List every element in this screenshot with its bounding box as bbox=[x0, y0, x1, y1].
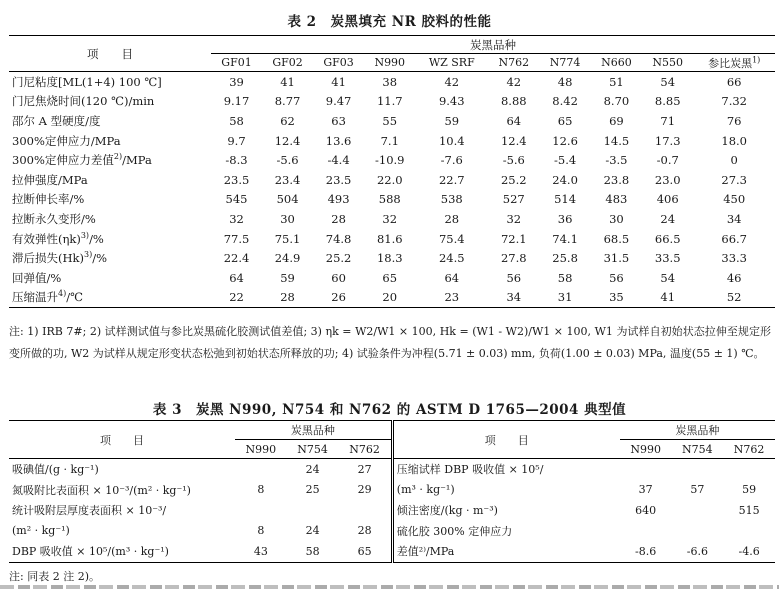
table-cell: 18.3 bbox=[376, 251, 403, 266]
table-row bbox=[9, 72, 775, 92]
table-cell: 66.7 bbox=[721, 231, 747, 246]
row-label-left: DBP 吸收值 × 10⁵/(m³ · kg⁻¹) bbox=[9, 541, 235, 562]
table-cell: 515 bbox=[738, 503, 760, 517]
row-label bbox=[9, 92, 211, 112]
row-label-text: 300%定伸应力差值 bbox=[12, 153, 114, 168]
table-cell: 59 bbox=[280, 270, 295, 285]
table-cell: 52 bbox=[693, 288, 775, 308]
row-label bbox=[9, 268, 211, 288]
table-cell: 72.1 bbox=[500, 231, 527, 246]
table-cell: 12.4 bbox=[500, 133, 527, 148]
table2-note bbox=[9, 321, 771, 365]
table-cell: -6.6 bbox=[672, 541, 724, 562]
row-label-unit: /℃ bbox=[66, 290, 83, 305]
table-cell: 34 bbox=[726, 211, 742, 226]
table-cell: 33.5 bbox=[654, 251, 681, 266]
table-cell: 23 bbox=[415, 288, 488, 308]
table-cell: 33.3 bbox=[721, 251, 747, 266]
column-label: GF03 bbox=[323, 56, 354, 69]
table-cell: 75.1 bbox=[274, 231, 301, 246]
table-cell: 39 bbox=[229, 74, 244, 89]
table3 bbox=[9, 420, 775, 563]
table-row bbox=[9, 541, 775, 562]
table-cell: 46 bbox=[726, 270, 742, 285]
table-cell: 65 bbox=[382, 270, 398, 285]
table3-column-header: N990 bbox=[235, 440, 287, 459]
table-cell: 23.4 bbox=[274, 172, 301, 187]
table-cell: 18.0 bbox=[721, 133, 747, 148]
table-cell: 28 bbox=[444, 211, 460, 226]
row-label-right: 倾注密度/(kg · m⁻³) bbox=[396, 504, 498, 518]
column-label: N762 bbox=[498, 56, 530, 69]
table-cell: 32 bbox=[382, 211, 398, 226]
table2-column-header bbox=[488, 54, 539, 72]
table-cell: 41 bbox=[280, 74, 295, 89]
table-cell: 10.4 bbox=[438, 133, 465, 148]
table-cell: 37 bbox=[638, 483, 653, 497]
table-cell: 42 bbox=[444, 74, 460, 89]
column-label: WZ SRF bbox=[428, 56, 475, 69]
table2-column-header bbox=[693, 54, 775, 72]
table-cell: -5.6 bbox=[276, 153, 299, 168]
table-cell: 66.5 bbox=[654, 231, 681, 246]
table-cell: 35 bbox=[591, 288, 642, 308]
table-cell: 14.5 bbox=[603, 133, 630, 148]
table-row bbox=[9, 248, 775, 268]
table-cell: 22.7 bbox=[438, 172, 465, 187]
table-cell: 43 bbox=[235, 541, 287, 562]
table2-column-header bbox=[591, 54, 642, 72]
table-cell: -4.6 bbox=[723, 541, 775, 562]
table-cell: 22 bbox=[211, 288, 262, 308]
row-label bbox=[9, 111, 211, 131]
table-cell bbox=[235, 500, 287, 521]
table-cell: 41 bbox=[642, 288, 693, 308]
table-cell: 25.8 bbox=[552, 251, 578, 266]
table-cell: 8.42 bbox=[552, 94, 578, 109]
table-cell: 17.3 bbox=[654, 133, 681, 148]
table-cell: 12.4 bbox=[274, 133, 301, 148]
table-cell: 62 bbox=[280, 113, 295, 128]
table-cell: 545 bbox=[225, 192, 248, 207]
table-cell: 27.3 bbox=[721, 172, 747, 187]
table-row bbox=[9, 190, 775, 210]
table-cell: 56 bbox=[609, 270, 624, 285]
table-cell: 26 bbox=[313, 288, 364, 308]
row-label-left: 氮吸附比表面积 × 10⁻³/(m² · kg⁻¹) bbox=[12, 483, 191, 497]
table3-group-header-right: 炭黑品种 bbox=[620, 421, 775, 440]
column-label: GF02 bbox=[272, 56, 303, 69]
table-cell: 493 bbox=[327, 192, 350, 207]
table-cell: 34 bbox=[488, 288, 539, 308]
table-cell: 538 bbox=[440, 192, 463, 207]
table-cell: -5.4 bbox=[554, 153, 577, 168]
table2-column-header bbox=[415, 54, 488, 72]
row-label-right: (m³ · kg⁻¹) bbox=[396, 483, 455, 497]
table-cell: -7.6 bbox=[440, 153, 463, 168]
table-cell: 514 bbox=[554, 192, 577, 207]
table-cell: 71 bbox=[660, 113, 676, 128]
table-cell bbox=[723, 459, 775, 480]
table-cell: 32 bbox=[506, 211, 522, 226]
table-row bbox=[9, 150, 775, 170]
row-label bbox=[9, 150, 211, 170]
table3-column-header: N754 bbox=[287, 440, 339, 459]
row-label bbox=[9, 190, 211, 210]
table-row bbox=[9, 521, 775, 542]
table-cell: 406 bbox=[656, 192, 679, 207]
column-label: N990 bbox=[374, 56, 406, 69]
row-label-text: 门尼粘度[ML(1+4) 100 ℃] bbox=[12, 74, 162, 89]
table2-note-text: 注: 1) IRB 7#; 2) 试样测试值与参比炭黑硫化胶测试值差值; 3) ηk = W2/W1 × 100, Hk = (W1 - W2)/W1 × 100, W1 为试样自初始状态拉伸至规定形变所做的功, W2 为试样从规定形变状态松弛到初始状态所释放的功; 4) 试验条件为冲程(5.71 ± 0.03) mm, 负荷(1.00 ± 0.03) MPa, 温度(55 ± 1) ℃。 bbox=[9, 325, 771, 360]
table-row bbox=[9, 459, 775, 480]
row-footnote-marker: 4) bbox=[58, 289, 67, 299]
table-cell: 66 bbox=[726, 74, 742, 89]
table-cell: 64 bbox=[444, 270, 460, 285]
table-row bbox=[9, 111, 775, 131]
table-cell: 9.47 bbox=[325, 94, 352, 109]
row-label-right: 差值²⁾/MPa bbox=[392, 541, 620, 562]
table-cell: 20 bbox=[364, 288, 415, 308]
table-cell: 58 bbox=[557, 270, 573, 285]
table-cell: 24 bbox=[305, 524, 320, 538]
row-label-text: 拉断永久变形/% bbox=[12, 211, 96, 226]
table2-group-header: 炭黑品种 bbox=[211, 36, 775, 54]
table2 bbox=[9, 35, 775, 308]
table-cell bbox=[287, 500, 339, 521]
row-label-unit: /% bbox=[92, 251, 108, 266]
table-cell: 588 bbox=[378, 192, 401, 207]
table-cell: 11.7 bbox=[376, 94, 403, 109]
row-label-text: 300%定伸应力/MPa bbox=[12, 133, 121, 148]
table-cell bbox=[723, 521, 775, 542]
table-cell: 63 bbox=[331, 113, 346, 128]
row-label bbox=[9, 170, 211, 190]
table-cell: 12.6 bbox=[552, 133, 578, 148]
row-label bbox=[9, 131, 211, 151]
table-row bbox=[9, 268, 775, 288]
row-footnote-marker: 2) bbox=[113, 152, 123, 162]
table-cell: 41 bbox=[331, 74, 346, 89]
table-cell: 30 bbox=[280, 211, 295, 226]
table-cell: 65 bbox=[557, 113, 573, 128]
table2-column-header bbox=[262, 54, 313, 72]
table-row bbox=[9, 92, 775, 112]
row-label-text: 门尼焦烧时间(120 ℃)/min bbox=[12, 94, 155, 109]
table-row bbox=[9, 209, 775, 229]
row-footnote-marker: 3) bbox=[83, 250, 93, 260]
table-cell: 8.77 bbox=[274, 94, 301, 109]
table3-item-header-left: 项 目 bbox=[9, 421, 235, 459]
row-label-text: 拉伸强度/MPa bbox=[12, 172, 88, 187]
table3-item-header-right: 项 目 bbox=[392, 421, 620, 459]
table-cell: 54 bbox=[660, 74, 676, 89]
table-row bbox=[9, 500, 775, 521]
table-cell: 74.1 bbox=[552, 231, 578, 246]
table-cell: 8.88 bbox=[500, 94, 527, 109]
table-cell: 8.70 bbox=[603, 94, 630, 109]
table-cell: 27.8 bbox=[500, 251, 527, 266]
table-cell: 24 bbox=[660, 211, 676, 226]
table-cell: 74.8 bbox=[325, 231, 352, 246]
column-footnote-marker: 1) bbox=[752, 54, 761, 64]
table-cell: 55 bbox=[382, 113, 398, 128]
table-cell: 54 bbox=[660, 270, 676, 285]
table-row bbox=[9, 229, 775, 249]
column-label: 参比炭黑 bbox=[708, 56, 753, 70]
table-row bbox=[9, 480, 775, 501]
row-footnote-marker: 3) bbox=[80, 230, 90, 240]
table-cell: 24.0 bbox=[552, 172, 578, 187]
table-cell: 25 bbox=[305, 483, 320, 497]
table-cell: 69 bbox=[609, 113, 624, 128]
table-cell: 59 bbox=[444, 113, 460, 128]
row-label-left: 统计吸附层厚度表面积 × 10⁻³/ bbox=[12, 504, 167, 518]
table-cell: 8 bbox=[257, 524, 265, 538]
row-label-text: 邵尔 A 型硬度/度 bbox=[12, 113, 101, 128]
table-cell: 483 bbox=[605, 192, 628, 207]
table-cell: 640 bbox=[635, 503, 657, 517]
table-cell: 28 bbox=[338, 521, 392, 542]
table2-item-header: 项 目 bbox=[9, 36, 211, 72]
table2-column-header bbox=[211, 54, 262, 72]
table-cell: 38 bbox=[382, 74, 398, 89]
table-row bbox=[9, 131, 775, 151]
row-label-text: 有效弹性(ηk) bbox=[12, 231, 81, 246]
table-cell: -4.4 bbox=[327, 153, 350, 168]
row-label-right: 压缩试样 DBP 吸收值 × 10⁵/ bbox=[396, 463, 544, 477]
table-cell: 58 bbox=[229, 113, 244, 128]
row-label-text: 回弹值/% bbox=[12, 270, 62, 285]
table-cell: 9.17 bbox=[223, 94, 250, 109]
table3-column-header: N762 bbox=[723, 440, 775, 459]
table-cell: 22.4 bbox=[223, 251, 250, 266]
table-cell: 68.5 bbox=[603, 231, 630, 246]
table-cell: 42 bbox=[506, 74, 522, 89]
table-cell: 48 bbox=[557, 74, 573, 89]
table-row bbox=[9, 170, 775, 190]
table-cell: -8.3 bbox=[225, 153, 248, 168]
table-cell: -5.6 bbox=[502, 153, 525, 168]
row-label bbox=[9, 288, 211, 308]
table-cell: 13.6 bbox=[325, 133, 352, 148]
row-label-unit: /MPa bbox=[122, 153, 152, 168]
table-cell: 527 bbox=[502, 192, 525, 207]
table-cell: 24 bbox=[305, 462, 320, 476]
table-cell: 0 bbox=[730, 153, 738, 168]
row-label-text: 滞后损失(Hk) bbox=[12, 251, 84, 266]
table-cell: 25.2 bbox=[325, 251, 352, 266]
table-cell: 23.5 bbox=[325, 172, 352, 187]
table-cell: 23.5 bbox=[223, 172, 250, 187]
table-cell: 56 bbox=[506, 270, 522, 285]
table-cell: 60 bbox=[331, 270, 346, 285]
table-cell: 8 bbox=[257, 483, 265, 497]
table-cell: -3.5 bbox=[605, 153, 628, 168]
table3-group-header-left: 炭黑品种 bbox=[235, 421, 392, 440]
table-cell: 57 bbox=[690, 483, 705, 497]
table-cell bbox=[672, 521, 724, 542]
row-label bbox=[9, 229, 211, 249]
table2-column-header bbox=[539, 54, 590, 72]
table-row bbox=[9, 288, 775, 308]
table-cell: 7.1 bbox=[380, 133, 399, 148]
table3-column-header: N762 bbox=[338, 440, 392, 459]
table-cell: 24.9 bbox=[274, 251, 301, 266]
row-label-text: 拉断伸长率/% bbox=[12, 192, 85, 207]
table-cell: 31.5 bbox=[603, 251, 630, 266]
table-cell: 58 bbox=[287, 541, 339, 562]
table-cell: 24.5 bbox=[438, 251, 465, 266]
column-label: GF01 bbox=[221, 56, 252, 69]
table-cell bbox=[672, 459, 724, 480]
table-cell: 51 bbox=[609, 74, 624, 89]
table-cell: 32 bbox=[229, 211, 244, 226]
table-cell bbox=[620, 459, 672, 480]
table-cell: 31 bbox=[539, 288, 590, 308]
table-cell: 8.85 bbox=[654, 94, 681, 109]
row-label-text: 压缩温升 bbox=[12, 290, 58, 305]
table-cell: 64 bbox=[229, 270, 244, 285]
table-cell: -8.6 bbox=[620, 541, 672, 562]
table2-column-header bbox=[364, 54, 415, 72]
table-cell: 22.0 bbox=[376, 172, 403, 187]
table-cell: 76 bbox=[726, 113, 742, 128]
table-cell: 29 bbox=[338, 480, 392, 501]
scan-artifact-line bbox=[0, 585, 779, 589]
table-cell bbox=[338, 500, 392, 521]
table-cell: 64 bbox=[506, 113, 522, 128]
column-label: N660 bbox=[601, 56, 632, 69]
table-cell: 25.2 bbox=[500, 172, 527, 187]
row-label bbox=[9, 209, 211, 229]
table-cell: 77.5 bbox=[223, 231, 250, 246]
table-cell: 36 bbox=[557, 211, 573, 226]
column-label: N774 bbox=[549, 56, 581, 69]
table-cell: -10.9 bbox=[375, 153, 405, 168]
row-label-unit: /% bbox=[89, 231, 104, 246]
table-cell: 65 bbox=[338, 541, 392, 562]
table-cell: 7.32 bbox=[721, 94, 747, 109]
table-cell: 59 bbox=[742, 483, 757, 497]
table-cell: 30 bbox=[609, 211, 624, 226]
column-label: N550 bbox=[652, 56, 684, 69]
row-label bbox=[9, 248, 211, 268]
table2-column-header bbox=[313, 54, 364, 72]
table3-column-header: N754 bbox=[672, 440, 724, 459]
table3-title: 表 3 炭黑 N990, N754 和 N762 的 ASTM D 1765—2004 典型值 bbox=[152, 402, 627, 418]
table-cell: 75.4 bbox=[438, 231, 465, 246]
table2-title: 表 2 炭黑填充 NR 胶料的性能 bbox=[287, 14, 492, 30]
table-cell bbox=[672, 500, 724, 521]
table-cell: 28 bbox=[331, 211, 346, 226]
row-label-left: (m² · kg⁻¹) bbox=[12, 524, 70, 538]
table3-note: 注: 同表 2 注 2)。 bbox=[9, 570, 100, 583]
row-label bbox=[9, 72, 211, 92]
row-label-right: 硫化胶 300% 定伸应力 bbox=[396, 524, 513, 538]
table-cell: -0.7 bbox=[656, 153, 679, 168]
table-cell: 28 bbox=[262, 288, 313, 308]
table-cell: 27 bbox=[338, 459, 392, 480]
table-cell: 9.43 bbox=[438, 94, 465, 109]
table-cell: 504 bbox=[276, 192, 299, 207]
table-cell: 23.8 bbox=[603, 172, 630, 187]
table-cell: 81.6 bbox=[376, 231, 403, 246]
table-cell: 23.0 bbox=[654, 172, 681, 187]
table3-column-header: N990 bbox=[620, 440, 672, 459]
table-cell: 9.7 bbox=[227, 133, 246, 148]
row-label-left: 吸碘值/(g · kg⁻¹) bbox=[12, 463, 99, 477]
table-cell: 450 bbox=[723, 192, 746, 207]
table-cell bbox=[620, 521, 672, 542]
table-cell bbox=[235, 459, 287, 480]
table2-column-header bbox=[642, 54, 693, 72]
